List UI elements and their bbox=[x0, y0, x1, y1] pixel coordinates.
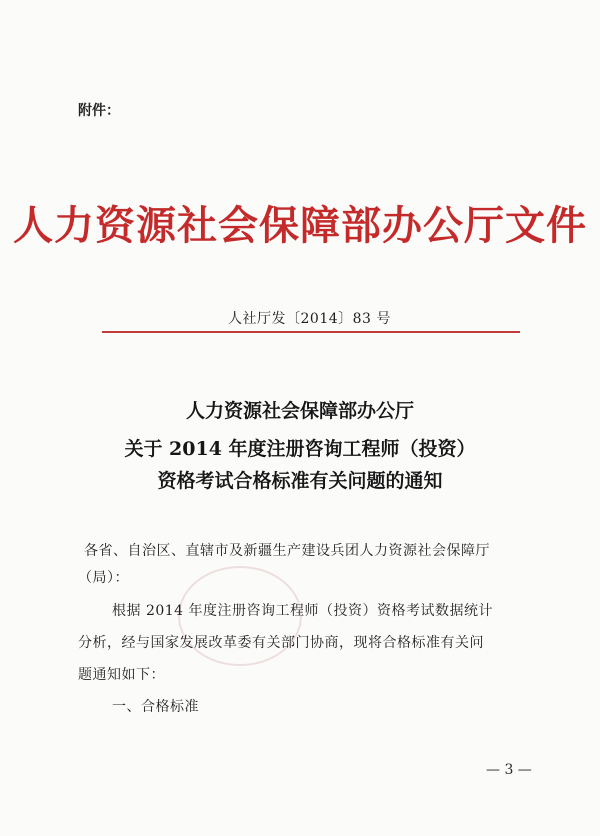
notice-title-line-2: 关于 2014 年度注册咨询工程师（投资） bbox=[124, 438, 476, 460]
paragraph-line-1: 根据 2014 年度注册咨询工程师（投资）资格考试数据统计 bbox=[112, 603, 494, 619]
recipients-line-1: 各省、自治区、直辖市及新疆生产建设兵团人力资源社会保障厅 bbox=[84, 543, 490, 559]
notice-title-line-3: 资格考试合格标准有关问题的通知 bbox=[157, 470, 443, 492]
document-title: 人力资源社会保障部办公厅文件 bbox=[13, 202, 587, 249]
recipients-line-2: （局）： bbox=[78, 570, 129, 586]
notice-title-line-1: 人力资源社会保障部办公厅 bbox=[185, 400, 414, 422]
section-heading: 一、合格标准 bbox=[112, 699, 199, 715]
paragraph-line-3: 题通知如下： bbox=[78, 667, 165, 683]
attachment-label: 附件： bbox=[78, 103, 120, 119]
document-number: 人社厅发〔2014〕83 号 bbox=[228, 311, 391, 327]
page-number: — 3 — bbox=[486, 762, 532, 778]
paragraph-line-2: 分析，经与国家发展改革委有关部门协商，现将合格标准有关问 bbox=[78, 635, 484, 651]
red-divider-line bbox=[102, 331, 520, 333]
